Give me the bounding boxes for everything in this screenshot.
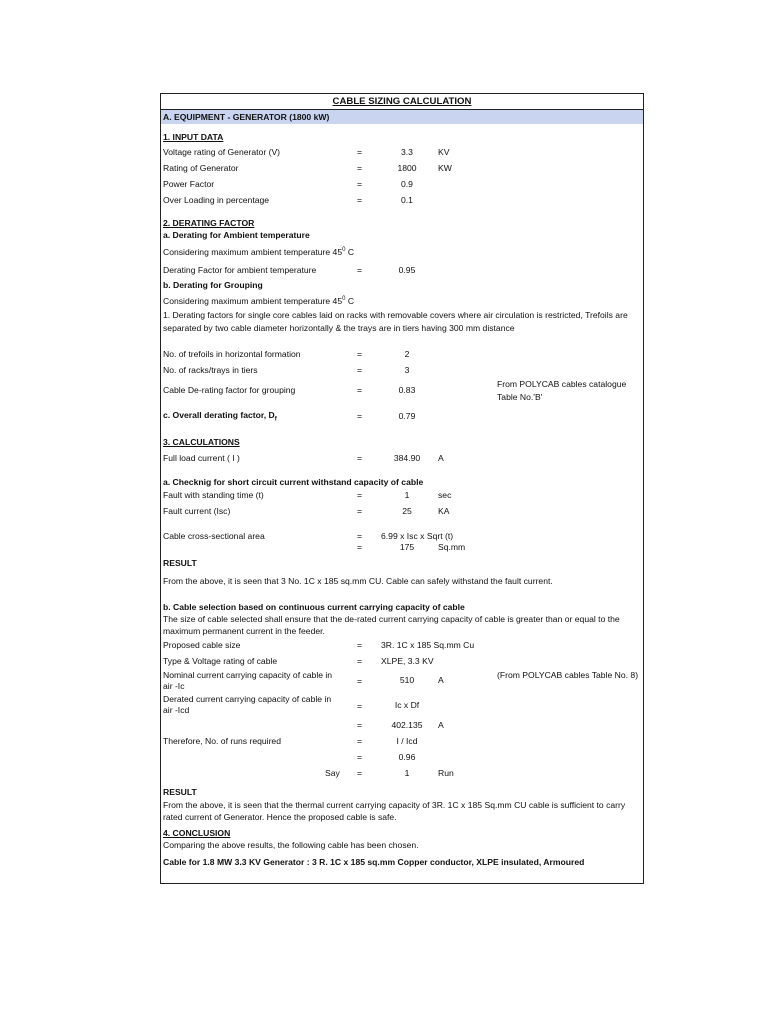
input-row-label: Over Loading in percentage	[163, 195, 270, 205]
trefoils-label: No. of trefoils in horizontal formation	[163, 349, 301, 359]
fault-time-label: Fault with standing time (t)	[163, 490, 264, 500]
runs-label: Therefore, No. of runs required	[163, 736, 281, 746]
input-row-value: 3.3	[401, 147, 413, 157]
conclusion-text: Comparing the above results, the following cable has been chosen.	[163, 840, 419, 850]
grouping-note: Considering maximum ambient temperature $45^0$ C	[163, 296, 355, 306]
trefoils-eq: =	[357, 349, 363, 359]
fault-current-value: 25	[402, 506, 412, 516]
calculation-sheet	[160, 93, 644, 884]
cable-type-eq: =	[357, 656, 363, 666]
grouping-reference: From POLYCAB cables catalogue	[497, 379, 627, 389]
fault-time-value: 1	[404, 490, 410, 500]
say-value: 1	[404, 768, 410, 778]
current-capacity-text: The size of cable selected shall ensure that the de-rated current carrying capacity of cable is greater than or equal to the maximum permanent current in the feeder.	[163, 614, 620, 636]
nominal-capacity-label: Nominal current carrying capacity of cable in air -Ic	[163, 670, 333, 691]
input-data-heading: 1. INPUT DATA	[163, 132, 224, 142]
input-row-unit: KW	[438, 163, 452, 173]
cross-section-eq: =	[357, 542, 363, 552]
input-row-value: 0.9	[401, 179, 413, 189]
short-circuit-heading: a. Checknig for short circuit current withstand capacity of cable	[163, 477, 424, 487]
proposed-cable-label: Proposed cable size	[163, 640, 241, 650]
cross-section-formula: 6.99 x Isc x Sqrt (t)	[381, 531, 454, 541]
grouping-factor-eq: =	[357, 385, 363, 395]
conclusion-heading: 4. CONCLUSION	[163, 828, 231, 838]
overall-derating-label: c. Overall derating factor, $D_f$	[163, 410, 277, 423]
overall-derating-value: 0.79	[398, 411, 416, 421]
fault-current-eq: =	[357, 506, 363, 516]
full-load-current-label: Full load current ( I )	[163, 453, 240, 463]
full-load-current-eq: =	[357, 453, 363, 463]
cross-section-eq: =	[357, 531, 363, 541]
result-text: From the above, it is seen that 3 No. 1C x 185 sq.mm CU. Cable can safely withstand the fault current.	[163, 576, 553, 586]
input-row-eq: =	[357, 195, 363, 205]
ambient-heading: a. Derating for Ambient temperature	[163, 230, 310, 240]
cross-section-unit: Sq.mm	[438, 542, 466, 552]
nominal-capacity-eq: =	[357, 676, 363, 686]
derated-capacity-value: 402.135	[391, 720, 423, 730]
ambient-factor-label: Derating Factor for ambient temperature	[163, 265, 317, 275]
cable-type-label: Type & Voltage rating of cable	[163, 656, 278, 666]
runs-eq: =	[357, 736, 363, 746]
final-selection: Cable for 1.8 MW 3.3 KV Generator : 3 R. 1C x 185 sq.mm Copper conductor, XLPE insulated, Armoured	[163, 857, 585, 867]
calculations-heading: 3. CALCULATIONS	[163, 437, 240, 447]
fault-current-unit: KA	[438, 506, 450, 516]
derated-capacity-label: Derated current carrying capacity of cable in air -Icd	[163, 694, 332, 715]
equipment-header: A. EQUIPMENT - GENERATOR (1800 kW)	[161, 110, 643, 124]
nominal-capacity-value: 510	[399, 675, 415, 685]
derated-capacity-formula: Ic x Df	[394, 700, 420, 710]
derated-capacity-eq: =	[357, 720, 363, 730]
cross-section-value: 175	[399, 542, 415, 552]
proposed-cable-value: 3R. 1C x 185 Sq.mm Cu	[381, 640, 475, 650]
input-row-value: 1800	[397, 163, 417, 173]
result-heading: RESULT	[163, 787, 197, 797]
input-row-label: Rating of Generator	[163, 163, 239, 173]
input-row-eq: =	[357, 147, 363, 157]
derated-capacity-unit: A	[438, 720, 444, 730]
runs-formula: I / Icd	[396, 736, 418, 746]
cross-section-label: Cable cross-sectional area	[163, 531, 265, 541]
racks-value: 3	[404, 365, 410, 375]
racks-label: No. of racks/trays in tiers	[163, 365, 258, 375]
grouping-heading: b. Derating for Grouping	[163, 280, 263, 290]
runs-value: 0.96	[398, 752, 416, 762]
say-unit: Run	[438, 768, 454, 778]
runs-eq: =	[357, 752, 363, 762]
full-load-current-value: 384.90	[393, 453, 421, 463]
derated-capacity-eq: =	[357, 701, 363, 711]
result-text: From the above, it is seen that the thermal current carrying capacity of 3R. 1C x 185 Sq.mm CU cable is sufficient to carry rated current of Generator. Hence the proposed cable is safe.	[163, 800, 626, 822]
input-row-value: 0.1	[401, 195, 413, 205]
ambient-factor-value: 0.95	[398, 265, 416, 275]
say-eq: =	[357, 768, 363, 778]
input-row-unit: KV	[438, 147, 450, 157]
fault-current-label: Fault current (Isc)	[163, 506, 231, 516]
ambient-factor-eq: =	[357, 265, 363, 275]
current-capacity-heading: b. Cable selection based on continuous current carrying capacity of cable	[163, 602, 465, 612]
input-row-eq: =	[357, 179, 363, 189]
fault-time-eq: =	[357, 490, 363, 500]
fault-time-unit: sec	[438, 490, 452, 500]
racks-eq: =	[357, 365, 363, 375]
input-row-label: Power Factor	[163, 179, 215, 189]
overall-derating-eq: =	[357, 411, 363, 421]
grouping-factor-label: Cable De-rating factor for grouping	[163, 385, 296, 395]
nominal-reference: (From POLYCAB cables Table No. 8)	[497, 670, 639, 680]
grouping-factor-value: 0.83	[398, 385, 416, 395]
nominal-capacity-unit: A	[438, 675, 444, 685]
input-row-eq: =	[357, 163, 363, 173]
result-heading: RESULT	[163, 558, 197, 568]
derating-heading: 2. DERATING FACTOR	[163, 218, 255, 228]
proposed-cable-eq: =	[357, 640, 363, 650]
trefoils-value: 2	[404, 349, 410, 359]
grouping-reference: Table No.'B'	[497, 392, 543, 402]
full-load-current-unit: A	[438, 453, 444, 463]
cable-type-value: XLPE, 3.3 KV	[381, 656, 434, 666]
grouping-text: 1. Derating factors for single core cables laid on racks with removable covers where air circulation is restricted, Trefoils are separated by two cable diameter horizontally & the trays are in tiers having 300 mm distance	[163, 310, 628, 333]
say-label: Say	[325, 768, 340, 778]
input-row-label: Voltage rating of Generator (V)	[163, 147, 281, 157]
ambient-note: Considering maximum ambient temperature $45^0$ C	[163, 247, 355, 257]
sheet-title: CABLE SIZING CALCULATION	[161, 94, 643, 110]
